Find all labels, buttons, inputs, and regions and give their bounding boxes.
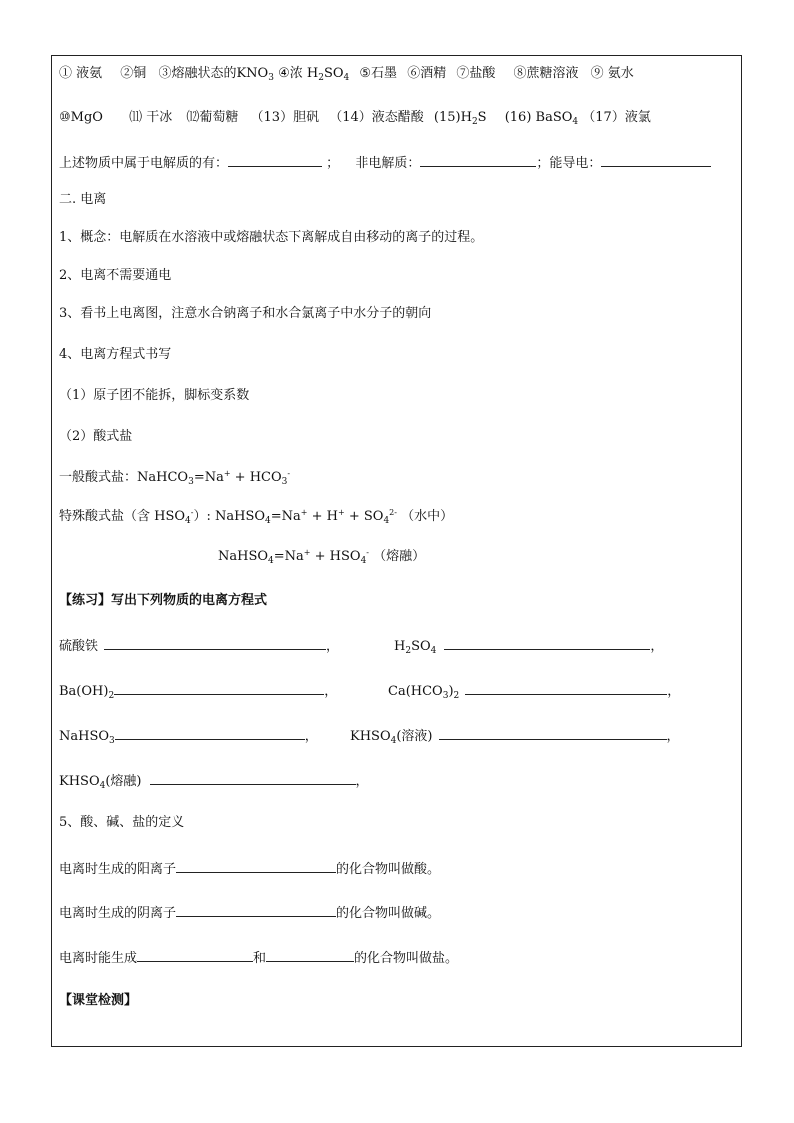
item-15: $(15)H_2S$ bbox=[433, 110, 487, 127]
section-2-title: 二. 电离 bbox=[59, 192, 107, 207]
item-6: ⑥酒精 bbox=[407, 66, 447, 81]
practice-row-1: 硫酸铁 ， bbox=[59, 636, 339, 656]
paragraph-3: 3、看书上电离图，注意水合钠离子和水合氯离子中水分子的朝向 bbox=[59, 306, 432, 321]
answer-blank-salt-1[interactable] bbox=[137, 948, 253, 962]
answer-blank-barium-hydroxide[interactable] bbox=[114, 681, 324, 695]
item-10: ⑩MgO bbox=[59, 110, 103, 125]
equation-special-acid-salt-molten: NaHSO$_4$=Na+ + $HSO_4^-$ （熔融） bbox=[218, 548, 426, 566]
item-8: ⑧蔗糖溶液 bbox=[513, 66, 579, 81]
question-1: 上述物质中属于电解质的有： ； 非电解质： ；能导电： bbox=[59, 153, 711, 173]
definition-acid: 电离时生成的阳离子 的化合物叫做酸。 bbox=[59, 859, 440, 879]
item-16: (16) BaSO$_4$ bbox=[504, 110, 579, 127]
worksheet-frame bbox=[51, 55, 742, 1047]
paragraph-2: 2、电离不需要通电 bbox=[59, 268, 172, 283]
item-5: ⑤石墨 bbox=[359, 66, 398, 81]
answer-blank-calcium-bicarbonate[interactable] bbox=[465, 681, 667, 695]
practice-row-2b: $Ca(HCO_3)_2$ ， bbox=[388, 681, 680, 701]
definition-salt: 电离时能生成 和 的化合物叫做盐。 bbox=[59, 948, 458, 968]
answer-blank-khso4-solution[interactable] bbox=[439, 726, 667, 740]
item-13: （13）胆矾 bbox=[250, 110, 320, 125]
item-4: ④浓 $H_2SO_4$ bbox=[278, 66, 350, 83]
item-1: ① 液氨 bbox=[59, 66, 103, 81]
definition-base: 电离时生成的阴离子 的化合物叫做碱。 bbox=[59, 903, 440, 923]
electrolyte-answer-blank[interactable] bbox=[228, 153, 322, 167]
item-11: ⑾ 干冰 bbox=[129, 110, 173, 125]
answer-blank-sulfuric-acid[interactable] bbox=[444, 636, 650, 650]
paragraph-4: 4、电离方程式书写 bbox=[59, 347, 172, 362]
practice-row-1b: $H_2SO_4$ ， bbox=[394, 636, 663, 656]
paragraph-5: （1）原子团不能拆，脚标变系数 bbox=[59, 388, 250, 403]
substances-line-2 bbox=[59, 109, 651, 127]
paragraph-1: 1、概念：电解质在水溶液中或熔融状态下离解成自由移动的离子的过程。 bbox=[59, 230, 484, 245]
substances-line-1 bbox=[59, 65, 634, 83]
practice-row-3b: $KHSO_4$(溶液) ， bbox=[350, 726, 680, 746]
nonelectrolyte-answer-blank[interactable] bbox=[420, 153, 536, 167]
conductive-answer-blank[interactable] bbox=[601, 153, 711, 167]
answer-blank-base[interactable] bbox=[176, 903, 336, 917]
answer-blank-iron-sulfate[interactable] bbox=[104, 636, 326, 650]
item-14: （14）液态醋酸 bbox=[329, 110, 424, 125]
item-9: ⑨ 氨水 bbox=[590, 66, 634, 81]
paragraph-7: 5、酸、碱、盐的定义 bbox=[59, 815, 185, 830]
answer-blank-acid[interactable] bbox=[176, 859, 336, 873]
item-3: ③熔融状态的$KNO_3$ bbox=[158, 66, 274, 83]
paragraph-6: （2）酸式盐 bbox=[59, 429, 133, 444]
classroom-test-title: 【课堂检测】 bbox=[59, 993, 138, 1008]
item-7: ⑦盐酸 bbox=[456, 66, 496, 81]
practice-row-2: $Ba(OH)_2$ ， bbox=[59, 681, 337, 701]
equation-special-acid-salt-water: 特殊酸式盐（含 $HSO_4^-$）: NaHSO$_4$=Na+ + $H^+ + SO_4^{2-}$ （水中） bbox=[59, 508, 454, 526]
practice-row-4: $KHSO_4$(熔融) ， bbox=[59, 771, 369, 791]
practice-title: 【练习】写出下列物质的电离方程式 bbox=[59, 593, 268, 608]
item-17: （17）液氯 bbox=[582, 110, 651, 125]
equation-normal-acid-salt: 一般酸式盐：NaHCO$_3$=Na+ + $HCO_3^-$ bbox=[59, 469, 291, 487]
answer-blank-khso4-molten[interactable] bbox=[150, 771, 356, 785]
answer-blank-sodium-bisulfite[interactable] bbox=[115, 726, 305, 740]
practice-row-3: NaHSO$_3$ ， bbox=[59, 726, 318, 746]
answer-blank-salt-2[interactable] bbox=[266, 948, 354, 962]
item-2: ②铜 bbox=[120, 66, 147, 81]
item-12: ⑿葡萄糖 bbox=[186, 110, 239, 125]
